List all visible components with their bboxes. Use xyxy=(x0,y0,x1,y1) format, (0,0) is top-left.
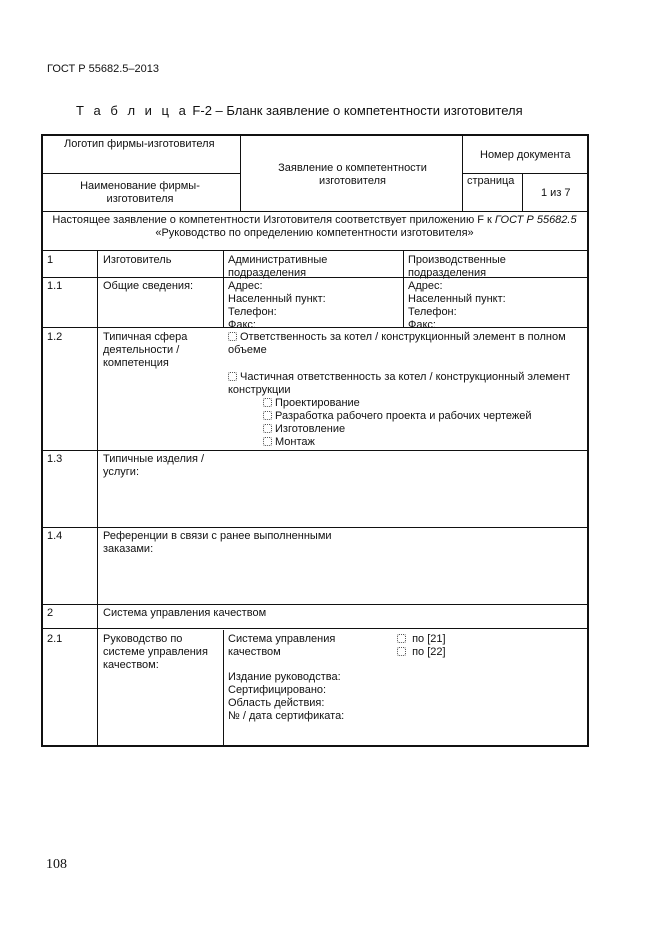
sub-option-manufacturing[interactable] xyxy=(263,423,532,436)
sub-option-installation[interactable] xyxy=(263,436,532,449)
logo-label: Логотип фирмы-изготовителя xyxy=(64,138,215,150)
qms-ref-21[interactable] xyxy=(397,633,446,646)
qms-ref-22[interactable] xyxy=(397,646,446,659)
row-num: 1.3 xyxy=(47,453,63,465)
address-field[interactable]: Адрес: xyxy=(228,280,263,292)
table-caption xyxy=(76,103,523,119)
fax-field[interactable]: Факс: xyxy=(228,319,256,331)
row-num: 1.1 xyxy=(47,280,63,292)
row-num: 2 xyxy=(47,607,54,619)
sub-option-design[interactable] xyxy=(263,397,532,410)
fax-field[interactable]: Факс: xyxy=(408,319,436,331)
certified-field[interactable]: Сертифицировано: xyxy=(228,684,327,696)
page-number: 108 xyxy=(46,857,67,872)
checkbox-icon[interactable] xyxy=(263,437,272,446)
checkbox-icon[interactable] xyxy=(397,634,406,643)
table-caption-text: F-2 – Бланк заявление о компетентности изготовителя xyxy=(188,103,523,118)
option-label: Проектирование xyxy=(275,397,360,409)
intro-text-main: Настоящее заявление о компетентности Изготовителя соответствует приложению F к xyxy=(52,214,495,226)
row-label: Типичная сфера деятельности / компетенция xyxy=(103,331,188,369)
page-value: 1 из 7 xyxy=(541,187,571,199)
city-field[interactable]: Населенный пункт: xyxy=(228,293,326,305)
table-caption-prefix: Т а б л и ц а xyxy=(76,103,189,118)
phone-field[interactable]: Телефон: xyxy=(408,306,457,318)
row-label: Система управления качеством xyxy=(103,607,267,619)
row-label: Изготовитель xyxy=(103,254,172,266)
sub-options-list xyxy=(263,397,532,449)
qms-label: Система управления качеством xyxy=(228,633,336,658)
row-label: Типичные изделия / услуги: xyxy=(103,453,205,478)
row-label: Референции в связи с ранее выполненными заказами: xyxy=(103,530,332,555)
option-partial-responsibility[interactable] xyxy=(228,371,580,397)
admin-contact-fields xyxy=(228,280,326,332)
option-full-responsibility[interactable] xyxy=(228,331,580,357)
row-num: 2.1 xyxy=(47,633,63,645)
address-field[interactable]: Адрес: xyxy=(408,280,443,292)
checkbox-icon[interactable] xyxy=(263,424,272,433)
row-num: 1.4 xyxy=(47,530,63,542)
checkbox-icon[interactable] xyxy=(263,398,272,407)
admin-units-header: Административные подразделения xyxy=(228,254,328,279)
ref-label: по [21] xyxy=(412,633,446,645)
scope-field[interactable]: Область действия: xyxy=(228,697,325,709)
option-label: Ответственность за котел / конструкционный элемент в полном объеме xyxy=(228,331,566,356)
option-label: Частичная ответственность за котел / конструкционный элемент конструкции xyxy=(228,371,571,396)
row-num: 1 xyxy=(47,254,54,266)
production-contact-fields xyxy=(408,280,506,332)
intro-text-title: «Руководство по определению компетентности изготовителя» xyxy=(155,227,474,239)
checkbox-icon[interactable] xyxy=(228,332,237,341)
production-units-header: Производственные подразделения xyxy=(408,254,506,279)
option-label: Изготовление xyxy=(275,423,346,435)
row-label: Руководство по системе управления качеством: xyxy=(103,633,208,671)
document-number-label: Номер документа xyxy=(480,149,571,161)
qms-references xyxy=(397,633,446,659)
certificate-number-date-field[interactable]: № / дата сертификата: xyxy=(228,710,345,722)
checkbox-icon[interactable] xyxy=(228,372,237,381)
page-label: страница xyxy=(467,175,515,187)
intro-text xyxy=(44,214,585,240)
intro-standard-ref: ГОСТ Р 55682.5 xyxy=(494,214,577,226)
sub-option-working-drawings[interactable] xyxy=(263,410,532,423)
manual-edition-field[interactable]: Издание руководства: xyxy=(228,671,341,683)
row-label: Общие сведения: xyxy=(103,280,194,292)
qms-fields xyxy=(228,671,344,723)
option-label: Монтаж xyxy=(275,436,315,448)
city-field[interactable]: Населенный пункт: xyxy=(408,293,506,305)
phone-field[interactable]: Телефон: xyxy=(228,306,277,318)
document-code: ГОСТ Р 55682.5–2013 xyxy=(47,63,159,75)
checkbox-icon[interactable] xyxy=(397,647,406,656)
checkbox-icon[interactable] xyxy=(263,411,272,420)
manufacturer-name-label: Наименование фирмы-изготовителя xyxy=(80,180,200,205)
form-title: Заявление о компетентности изготовителя xyxy=(278,162,427,187)
option-label: Разработка рабочего проекта и рабочих чертежей xyxy=(275,410,532,422)
row-num: 1.2 xyxy=(47,331,63,343)
ref-label: по [22] xyxy=(412,646,446,658)
